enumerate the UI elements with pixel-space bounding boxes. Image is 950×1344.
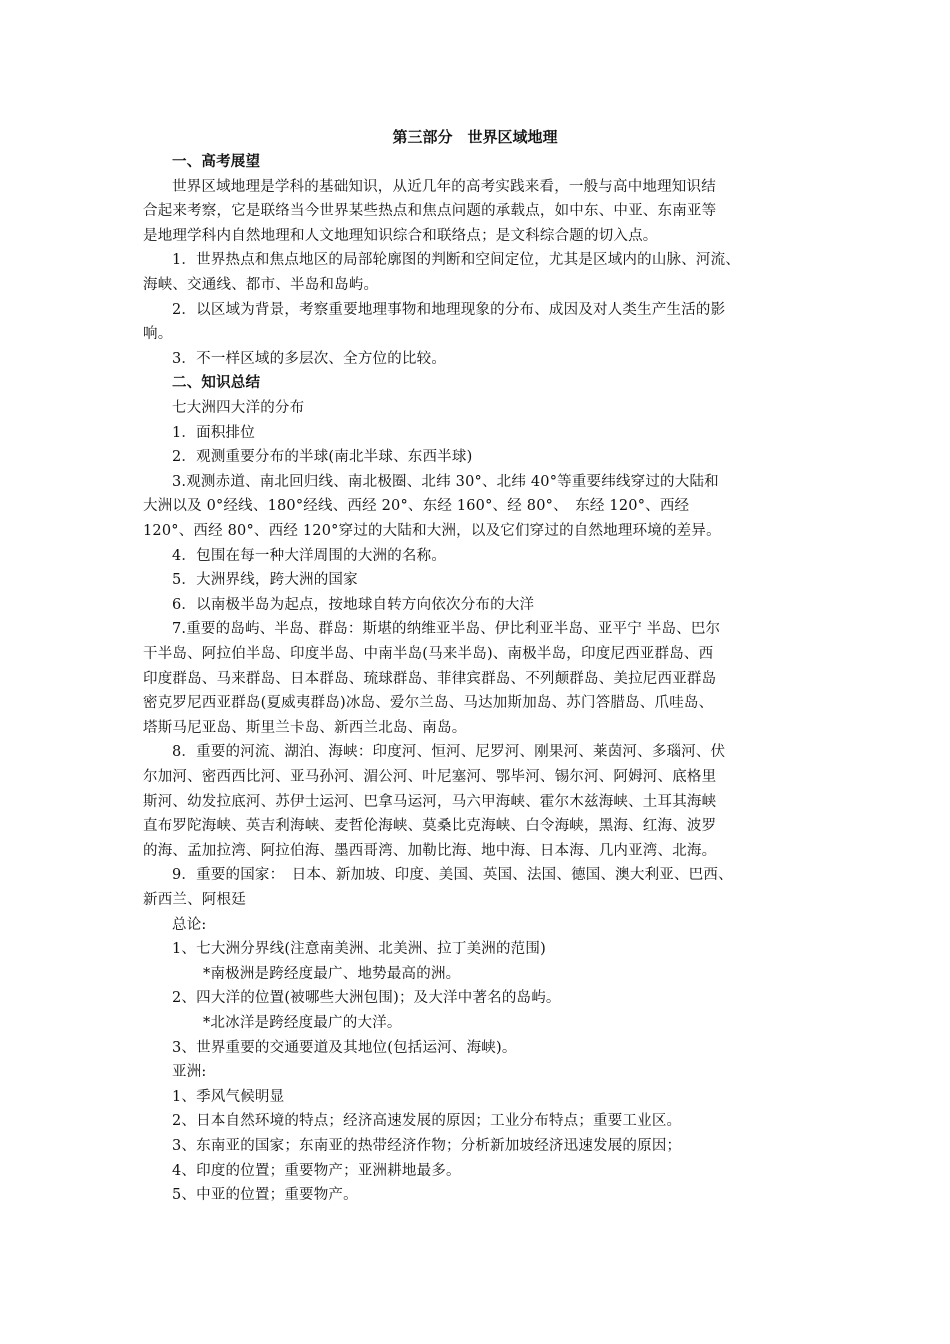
text-line: 海峡、交通线、都市、半岛和岛屿。 bbox=[143, 277, 379, 293]
text-line: 是地理学科内自然地理和人文地理知识综合和联络点；是文科综合题的切入点。 bbox=[143, 227, 658, 244]
text-line: 9．重要的国家： 日本、新加坡、印度、美国、英国、法国、德国、澳大利亚、巴西、 bbox=[172, 867, 733, 884]
text-line: 3、东南亚的国家；东南亚的热带经济作物；分析新加坡经济迅速发展的原因； bbox=[172, 1138, 682, 1154]
text-line: 2、日本自然环境的特点；经济高速发展的原因；工业分布特点；重要工业区。 bbox=[172, 1113, 682, 1130]
text-line: 4．包围在每一种大洋周围的大洲的名称。 bbox=[172, 547, 447, 564]
text-line: 新西兰、阿根廷 bbox=[143, 892, 246, 908]
text-line: 2．观测重要分布的半球(南北半球、东西半球) bbox=[172, 449, 473, 466]
section-heading: 一、高考展望 bbox=[172, 154, 261, 170]
text-line: 3.观测赤道、南北回归线、南北极圈、北纬 30°、北纬 40°等重要纬线穿过的大陆和 bbox=[172, 473, 719, 490]
text-line: 2．以区域为背景，考察重要地理事物和地理现象的分布、成因及对人类生产生活的影 bbox=[172, 301, 726, 318]
section-heading: 二、知识总结 bbox=[172, 375, 261, 392]
text-line: 7.重要的岛屿、半岛、群岛：斯堪的纳维亚半岛、伊比利亚半岛、亚平宁 半岛、巴尔 bbox=[172, 621, 721, 638]
text-line: 塔斯马尼亚岛、斯里兰卡岛、新西兰北岛、南岛。 bbox=[143, 719, 467, 736]
text-line: 的海、孟加拉湾、阿拉伯海、墨西哥湾、加勒比海、地中海、日本海、几内亚湾、北海。 bbox=[143, 842, 717, 859]
text-line: 尔加河、密西西比河、亚马孙河、湄公河、叶尼塞河、鄂毕河、锡尔河、阿姆河、底格里 bbox=[143, 769, 717, 785]
text-line: 1、季风气候明显 bbox=[172, 1088, 285, 1105]
text-line: 密克罗尼西亚群岛(夏威夷群岛)冰岛、爱尔兰岛、马达加斯加岛、苏门答腊岛、爪哇岛、 bbox=[143, 695, 714, 712]
text-line: 亚洲: bbox=[172, 1064, 207, 1081]
text-line: 3、世界重要的交通要道及其地位(包括运河、海峡)。 bbox=[172, 1039, 517, 1056]
text-line: 120°、西经 80°、西经 120°穿过的大陆和大洲，以及它们穿过的自然地理环境的差异。 bbox=[143, 523, 721, 539]
text-line: 总论: bbox=[172, 916, 207, 933]
text-line: 世界区域地理是学科的基础知识，从近几年的高考实践来看，一般与高中地理知识结 bbox=[172, 178, 716, 195]
text-line: 1．面积排位 bbox=[172, 424, 255, 441]
text-line: 响。 bbox=[143, 326, 173, 343]
text-line: *北冰洋是跨经度最广的大洋。 bbox=[203, 1015, 402, 1031]
text-line: 6．以南极半岛为起点，按地球自转方向依次分布的大洋 bbox=[172, 596, 535, 613]
text-line: 大洲以及 0°经线、180°经线、西经 20°、东经 160°、经 80°、 东经 120°、西经 bbox=[143, 498, 690, 515]
text-line: 2、四大洋的位置(被哪些大洲包围)；及大洋中著名的岛屿。 bbox=[172, 990, 561, 1007]
text-line: 1、七大洲分界线(注意南美洲、北美洲、拉丁美洲的范围) bbox=[172, 941, 546, 958]
text-line: 5．大洲界线，跨大洲的国家 bbox=[172, 572, 358, 589]
text-line: 4、印度的位置；重要物产；亚洲耕地最多。 bbox=[172, 1162, 461, 1179]
text-line: 1．世界热点和焦点地区的局部轮廓图的判断和空间定位，尤其是区域内的山脉、河流、 bbox=[172, 252, 741, 269]
text-line: *南极洲是跨经度最广、地势最高的洲。 bbox=[203, 965, 461, 982]
text-line: 干半岛、阿拉伯半岛、印度半岛、中南半岛(马来半岛)、南极半岛，印度尼西亚群岛、西 bbox=[143, 646, 714, 662]
text-line: 合起来考察，它是联络当今世界某些热点和焦点问题的承载点，如中东、中亚、东南亚等 bbox=[143, 203, 717, 220]
text-line: 3．不一样区域的多层次、全方位的比较。 bbox=[172, 350, 447, 367]
text-line: 印度群岛、马来群岛、日本群岛、琉球群岛、菲律宾群岛、不列颠群岛、美拉尼西亚群岛 bbox=[143, 670, 717, 687]
text-line: 七大洲四大洋的分布 bbox=[172, 400, 305, 416]
text-line: 5、中亚的位置；重要物产。 bbox=[172, 1187, 358, 1204]
text-line: 8．重要的河流、湖泊、海峡：印度河、恒河、尼罗河、刚果河、莱茵河、多瑙河、伏 bbox=[172, 744, 726, 761]
text-line: 斯河、幼发拉底河、苏伊士运河、巴拿马运河，马六甲海峡、霍尔木兹海峡、土耳其海峡 bbox=[143, 793, 717, 810]
page-title: 第三部分 世界区域地理 bbox=[392, 128, 558, 146]
text-line: 直布罗陀海峡、英吉利海峡、麦哲伦海峡、莫桑比克海峡、白令海峡，黑海、红海、波罗 bbox=[143, 818, 717, 835]
